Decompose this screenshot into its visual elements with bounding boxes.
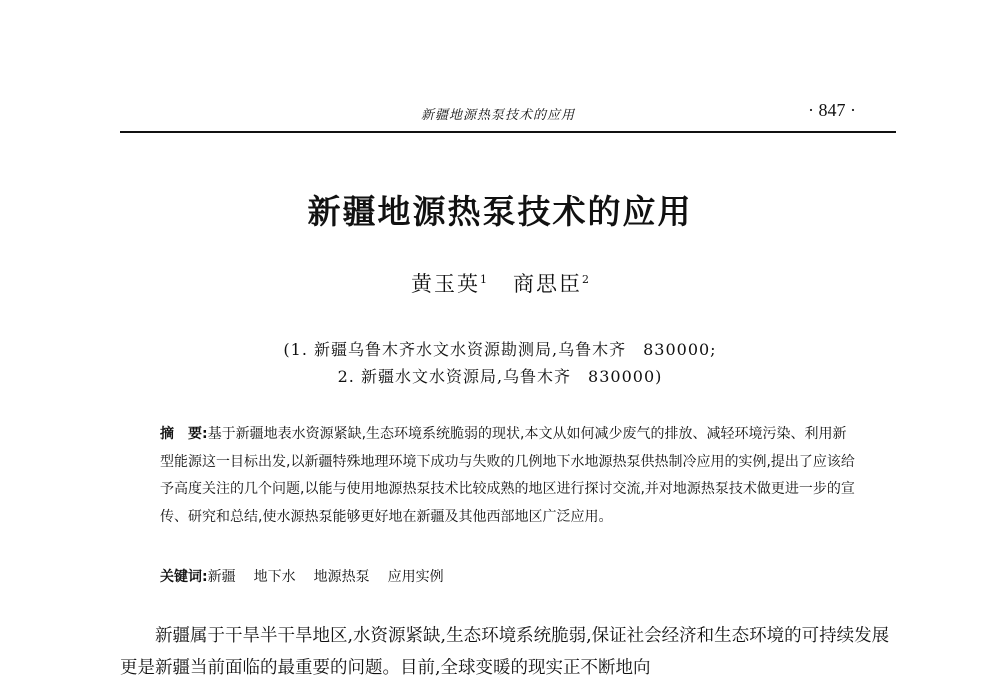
- page-number: · 847 ·: [808, 100, 856, 120]
- running-title: 新疆地源热泵技术的应用: [420, 108, 575, 123]
- abstract-label: 摘 要:: [160, 426, 208, 442]
- affiliation-line: (1. 新疆乌鲁木齐水文水资源勘测局,乌鲁木齐 830000;: [283, 340, 717, 359]
- affiliation-mark: 1: [480, 273, 487, 286]
- author-name: 商思臣: [513, 272, 582, 296]
- keyword: 地下水: [253, 569, 296, 585]
- running-header: [0, 98, 1000, 126]
- affiliation-mark: 2: [582, 273, 589, 286]
- keywords-label: 关键词:: [160, 569, 208, 585]
- body-paragraph: 新疆属于干旱半干旱地区,水资源紧缺,生态环境系统脆弱,保证社会经济和生态环境的可持续发展更是新疆当前面临的最重要的问题。目前,全球变暖的现实正不断地向: [120, 626, 890, 678]
- author-line: [0, 268, 1000, 298]
- header-rule: [120, 131, 896, 133]
- abstract: [160, 421, 860, 531]
- keyword: 地源热泵: [313, 569, 370, 585]
- abstract-text: 基于新疆地表水资源紧缺,生态环境系统脆弱的现状,本文从如何减少废气的排放、减轻环境污染、利用新型能源这一目标出发,以新疆特殊地理环境下成功与失败的几例地下水地源热泵供热制冷应用的实例,提出了应该给予高度关注的几个问题,以能与使用地源热泵技术比较成熟的地区进行探讨交流,并对地源热泵技术做更进一步的宣传、研究和总结,使水源热泵能够更好地在新疆及其他西部地区广泛应用。: [160, 426, 855, 525]
- article-title: 新疆地源热泵技术的应用: [307, 192, 693, 231]
- keywords: [160, 566, 860, 586]
- keyword: 应用实例: [387, 569, 444, 585]
- affiliation-line: 2. 新疆水文水资源局,乌鲁木齐 830000): [337, 367, 663, 386]
- keyword: 新疆: [207, 569, 236, 585]
- author-name: 黄玉英: [411, 272, 480, 296]
